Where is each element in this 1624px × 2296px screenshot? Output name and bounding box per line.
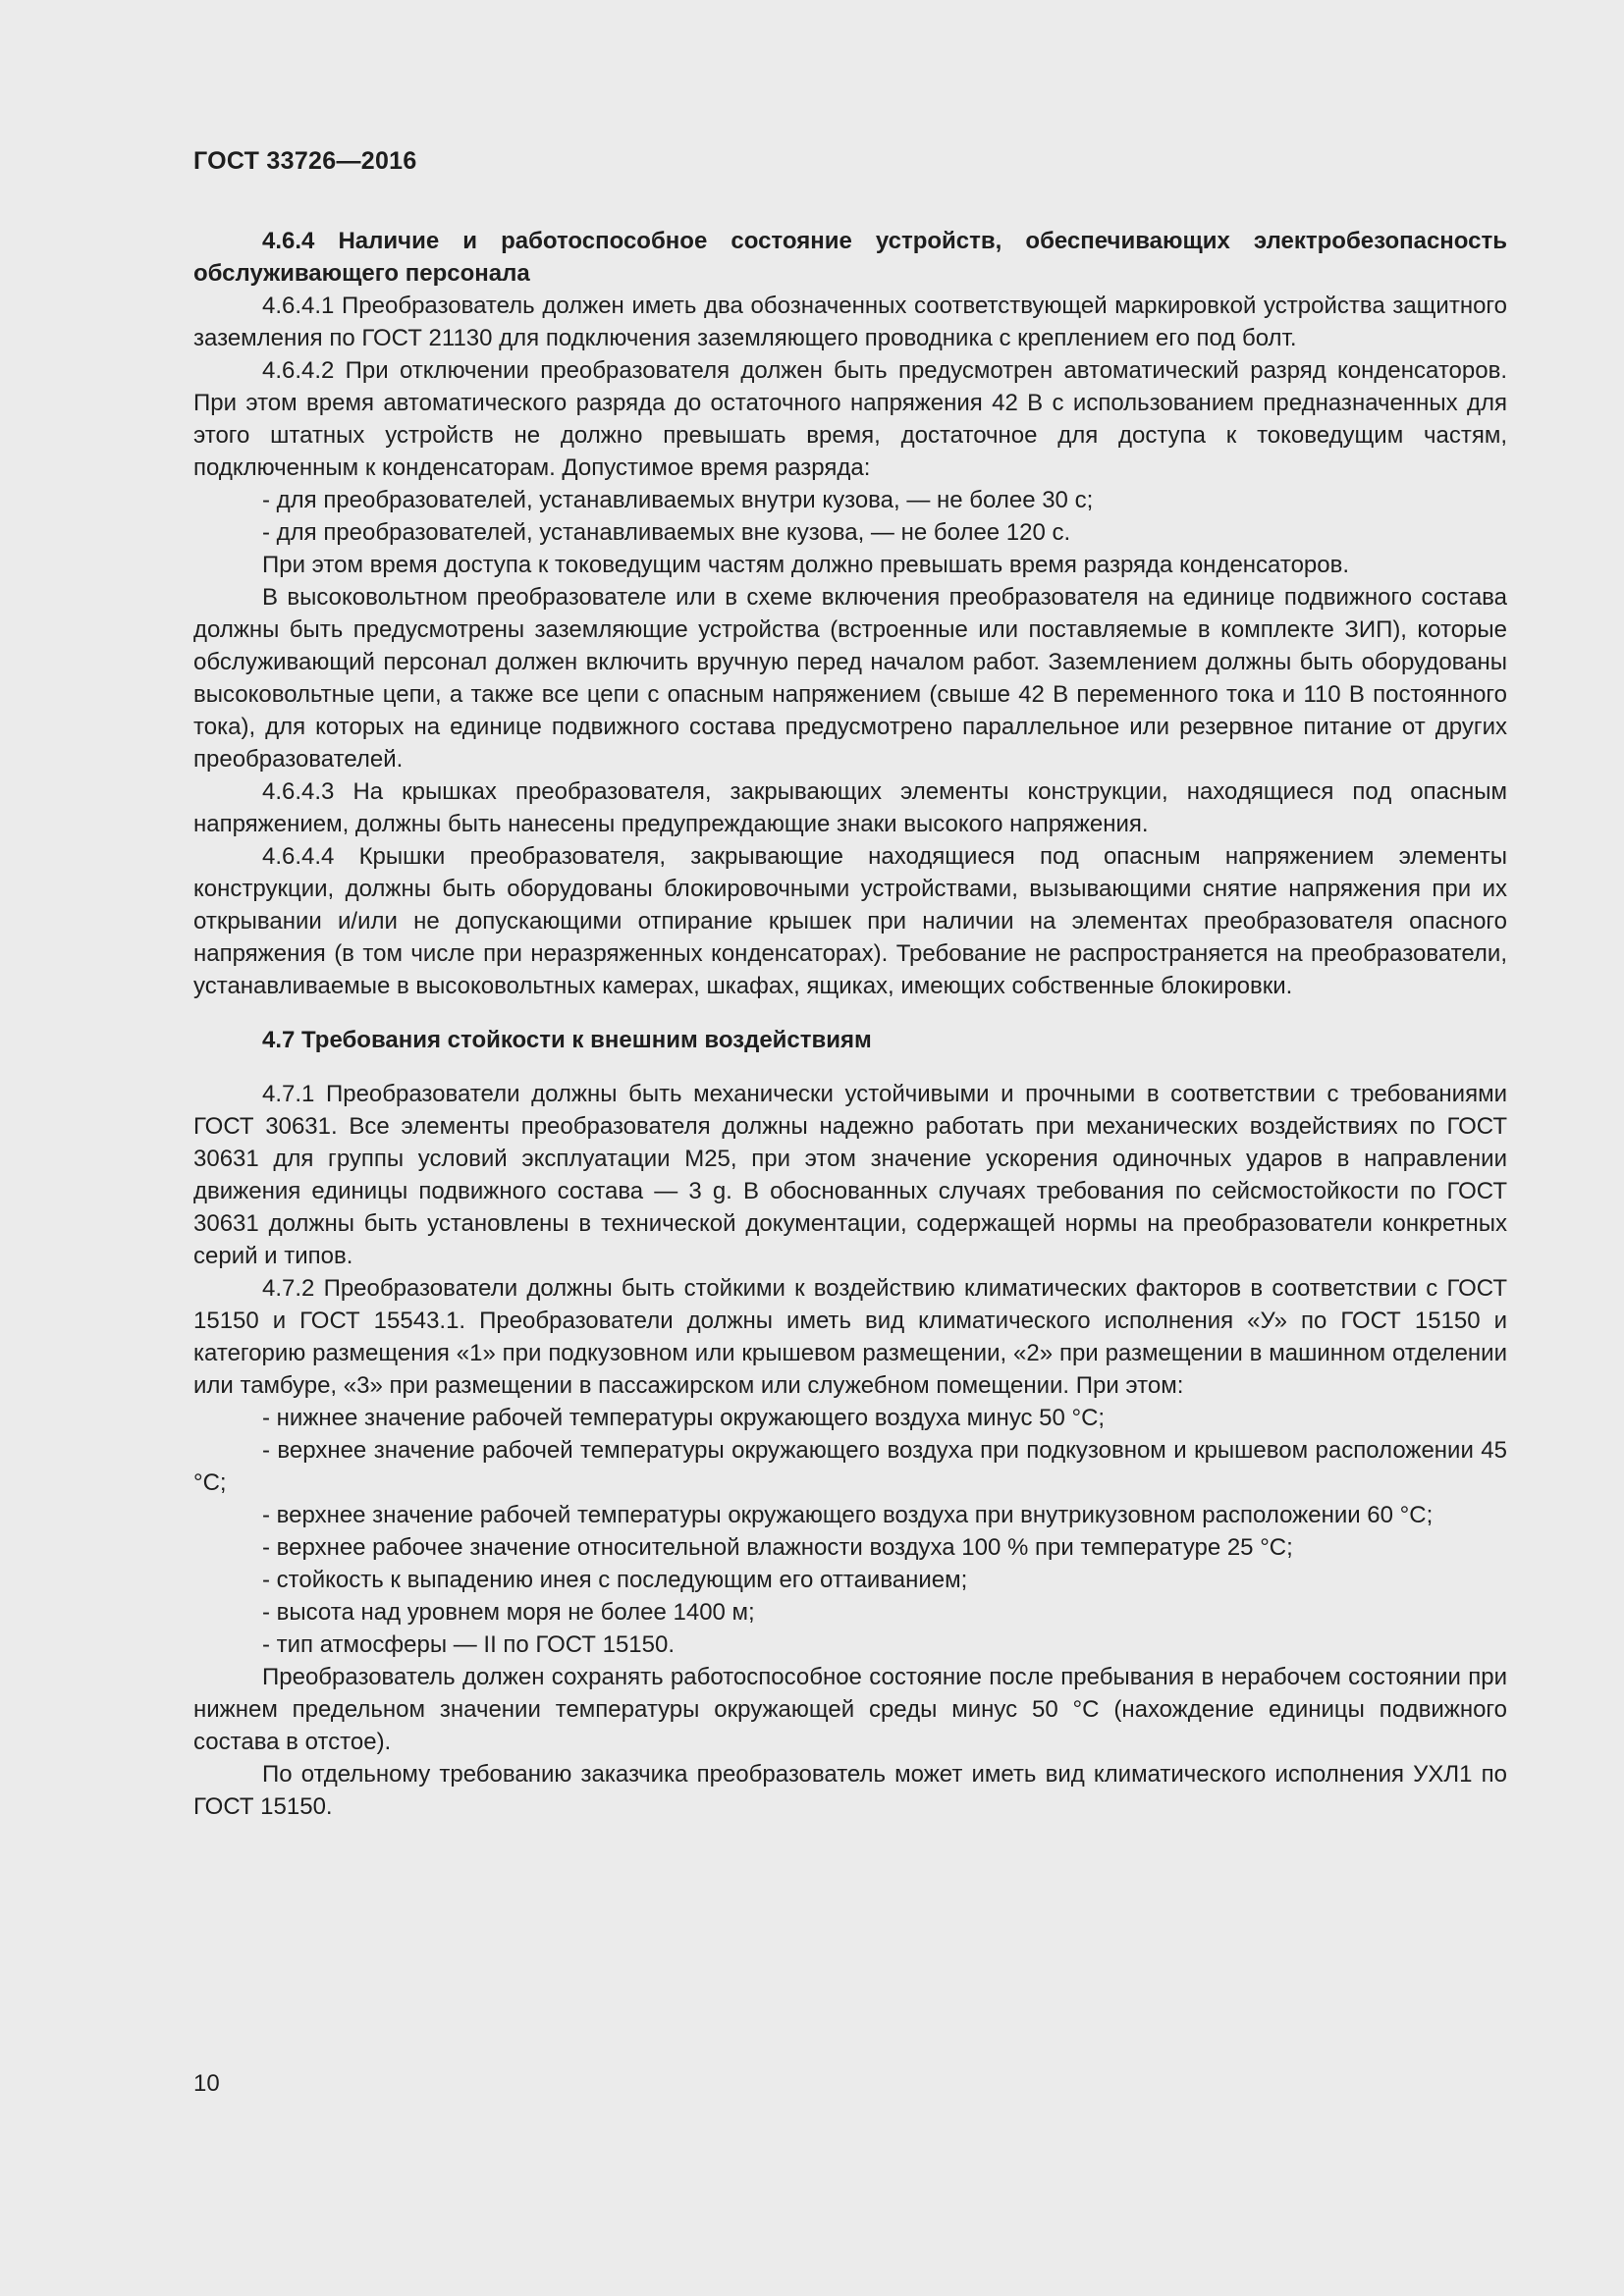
document-id-header: ГОСТ 33726—2016 xyxy=(193,147,417,175)
document-body xyxy=(193,225,1507,1823)
paragraph: 4.6.4.4 Крышки преобразователя, закрывающие находящиеся под опасным напряжением элементы конструкции, должны быть оборудованы блокировочными устройствами, вызывающими снятие напряжения при их открывании и/или не допускающими отпирание крышек при наличии на элементах преобразователя опасного напряжения (в том числе при неразряженных конденсаторах). Требование не распространяется на преобразователи, устанавливаемые в высоковольтных камерах, шкафах, ящиках, имеющих собственные блокировки. xyxy=(193,843,1507,999)
list-item: - для преобразователей, устанавливаемых внутри кузова, — не более 30 с; xyxy=(262,487,1094,513)
paragraph: По отдельному требованию заказчика преобразователь может иметь вид климатического исполнения УХЛ1 по ГОСТ 15150. xyxy=(193,1761,1507,1820)
list-item: - высота над уровнем моря не более 1400 м; xyxy=(262,1599,755,1626)
list-item: - верхнее значение рабочей температуры окружающего воздуха при подкузовном и крышевом расположении 45 °С; xyxy=(193,1437,1507,1496)
list-item: - стойкость к выпадению инея с последующим его оттаиванием; xyxy=(262,1567,968,1593)
list-item: - тип атмосферы — II по ГОСТ 15150. xyxy=(262,1631,676,1658)
section-heading: 4.7 Требования стойкости к внешним воздействиям xyxy=(262,1027,872,1053)
page-number: 10 xyxy=(193,2070,220,2097)
paragraph: 4.6.4.2 При отключении преобразователя должен быть предусмотрен автоматический разряд конденсаторов. При этом время автоматического разряда до остаточного напряжения 42 В с использованием предназначенных для этого штатных устройств не должно превышать время, достаточное для доступа к токоведущим частям, подключенным к конденсаторам. Допустимое время разряда: xyxy=(193,357,1507,481)
list-item: - для преобразователей, устанавливаемых вне кузова, — не более 120 с. xyxy=(262,519,1071,546)
paragraph: Преобразователь должен сохранять работоспособное состояние после пребывания в нерабочем состоянии при нижнем предельном значении температуры окружающей среды минус 50 °С (нахождение единицы подвижного состава в отстое). xyxy=(193,1664,1507,1755)
paragraph: 4.6.4.1 Преобразователь должен иметь два обозначенных соответствующей маркировкой устройства защитного заземления по ГОСТ 21130 для подключения заземляющего проводника с креплением его под болт. xyxy=(193,293,1507,351)
list-item: - нижнее значение рабочей температуры окружающего воздуха минус 50 °С; xyxy=(262,1405,1106,1431)
paragraph: 4.7.2 Преобразователи должны быть стойкими к воздействию климатических факторов в соответствии с ГОСТ 15150 и ГОСТ 15543.1. Преобразователи должны иметь вид климатического исполнения «У» по ГОСТ 15150 и категорию размещения «1» при подкузовном или крышевом размещении, «2» при размещении в машинном отделении или тамбуре, «3» при размещении в пассажирском или служебном помещении. При этом: xyxy=(193,1275,1507,1399)
paragraph: При этом время доступа к токоведущим частям должно превышать время разряда конденсаторов. xyxy=(262,552,1350,578)
list-item: - верхнее значение рабочей температуры окружающего воздуха при внутрикузовном расположении 60 °С; xyxy=(262,1502,1434,1528)
list-item: - верхнее рабочее значение относительной влажности воздуха 100 % при температуре 25 °С; xyxy=(262,1534,1293,1561)
paragraph: 4.6.4.3 На крышках преобразователя, закрывающих элементы конструкции, находящиеся под опасным напряжением, должны быть нанесены предупреждающие знаки высокого напряжения. xyxy=(193,778,1507,837)
paragraph: 4.7.1 Преобразователи должны быть механически устойчивыми и прочными в соответствии с требованиями ГОСТ 30631. Все элементы преобразователя должны надежно работать при механических воздействиях по ГОСТ 30631 для группы условий эксплуатации М25, при этом значение ускорения одиночных ударов в направлении движения единицы подвижного состава — 3 g. В обоснованных случаях требования по сейсмостойкости по ГОСТ 30631 должны быть установлены в технической документации, содержащей нормы на преобразователи конкретных серий и типов. xyxy=(193,1081,1507,1269)
section-heading: 4.6.4 Наличие и работоспособное состояние устройств, обеспечивающих электробезопасность обслуживающего персонала xyxy=(193,228,1507,287)
paragraph: В высоковольтном преобразователе или в схеме включения преобразователя на единице подвижного состава должны быть предусмотрены заземляющие устройства (встроенные или поставляемые в комплекте ЗИП), которые обслуживающий персонал должен включить вручную перед началом работ. Заземлением должны быть оборудованы высоковольтные цепи, а также все цепи с опасным напряжением (свыше 42 В переменного тока и 110 В постоянного тока), для которых на единице подвижного состава предусмотрено параллельное или резервное питание от других преобразователей. xyxy=(193,584,1507,773)
